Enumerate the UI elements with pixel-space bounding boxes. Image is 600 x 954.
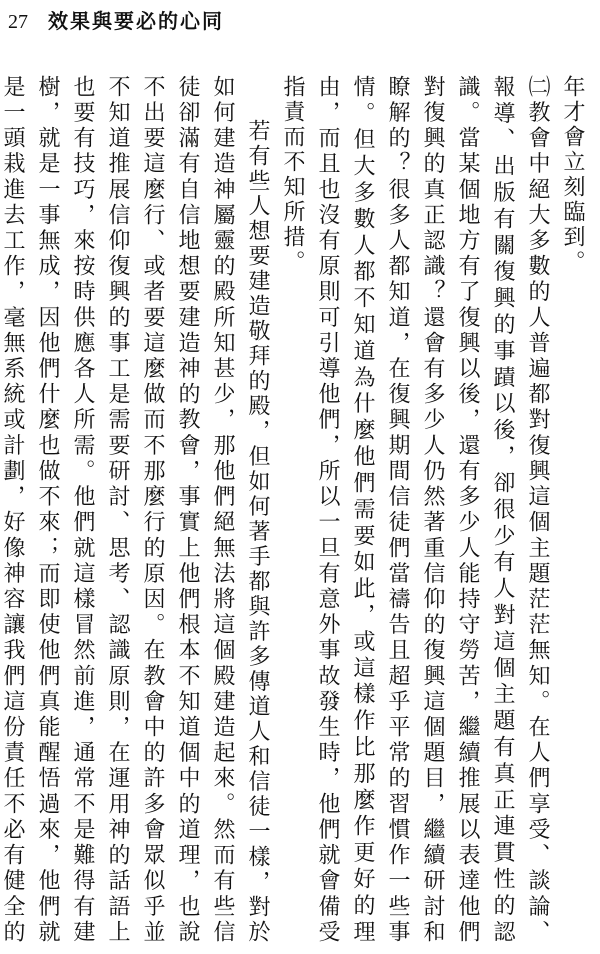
paragraph-temple-building: 若有些人想要建造敬拜的殿，但如何著手都與許多傳道人和信徒一樣，對於如何建造神屬靈的殿所知甚少，那他們絕無法將這個殿建造起來。然而有些信徒卻滿有自信地想要建造神的教會，事實上他們根本不知道個中的道理，也說不出要這麼行、或者要這麼做而不那麼行的原因。在教會中的許多會眾似乎並不知道推展信仰復興的事工是需要研討、思考、認識原則，在運用神的話語上也要有技巧，來按時供應各人所需。他們就這樣冒然前進，通常不是難得有建樹，就是一事無成，因他們什麼也做不來；而即使他們真能醒悟過來，他們就是一頭栽進去工作，毫無系統或計劃，好像神容讓我們這份責任不必有健全的 bbox=[0, 75, 270, 945]
paragraph-continuation: 年才會立刻臨到。 bbox=[560, 75, 585, 275]
page-number: 27 bbox=[8, 11, 28, 33]
body-text bbox=[0, 75, 590, 945]
paragraph-point-two: ㈡教會中絕大多數的人普遍都對復興這個主題茫茫無知。在人們享受、談論、報導、出版有關復興的事蹟以後，卻很少有人對這個主題有真正連貫性的認識。當某個地方有了復興以後，還有多少人能持守勞苦，繼續推展以表達他們對復興的真正認識？還會有多少人仍然著重信仰的復興這個題目，繼續研討和瞭解的？很多人都知道，在復興期間信徒們當禱告且超乎平常的習慣作一些事情。但大多數人都不知道為什麼他們需要如此，或這樣作比那麼作更好的理由，而且也沒有原則可引導他們，所以一旦有意外事故發生時，他們就會備受指責而不知所措。 bbox=[280, 75, 550, 945]
running-title: 效果與要必的心同 bbox=[48, 9, 224, 33]
page-header bbox=[0, 0, 600, 60]
